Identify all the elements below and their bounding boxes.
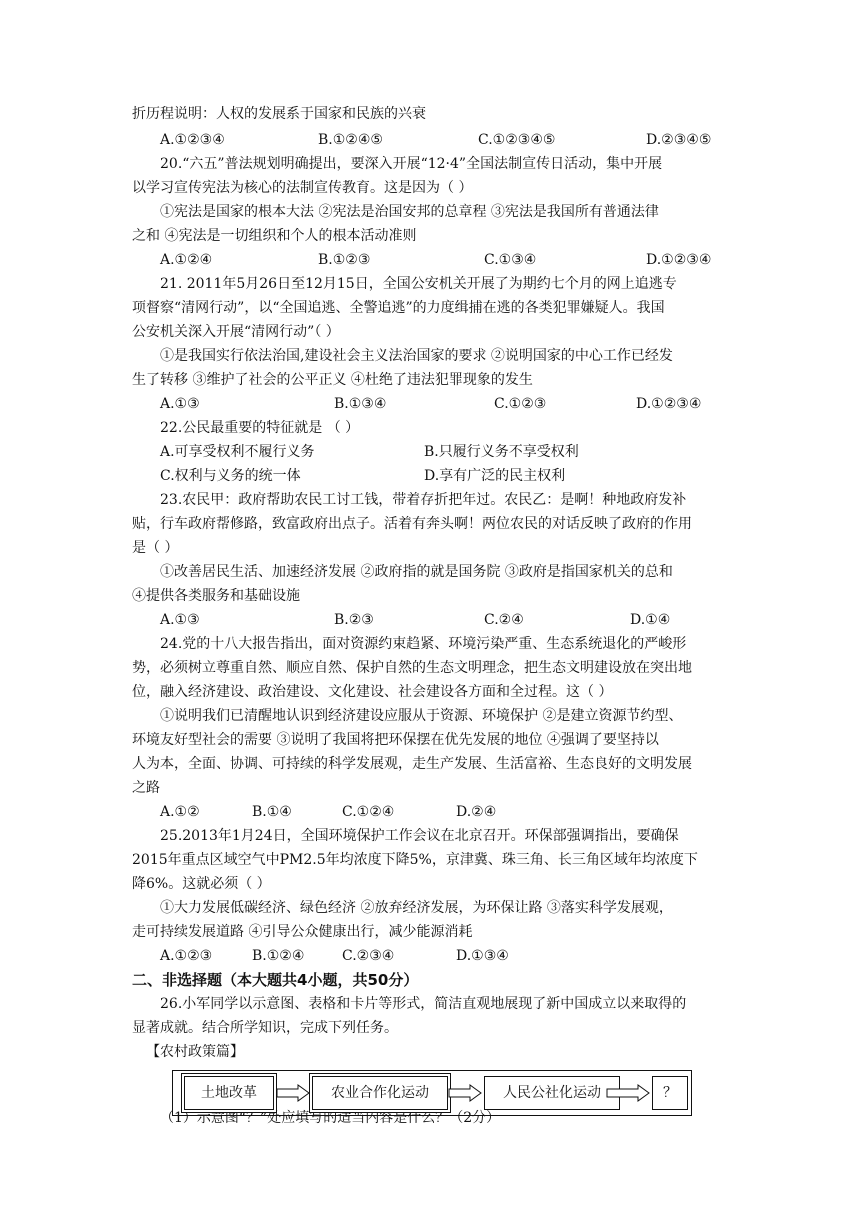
diagram-node: 人民公社化运动 <box>484 1076 620 1110</box>
text-line: 折历程说明：人权的发展系于国家和民族的兴衰 <box>132 106 426 122</box>
option-a: A.①③ <box>160 396 200 412</box>
option-d: D.②③④⑤ <box>646 132 712 148</box>
question-22-stem: 22.公民最重要的特征就是 （ ） <box>160 420 360 436</box>
text-line: ①大力发展低碳经济、绿色经济 ②放弃经济发展，为环保让路 ③落实科学发展观， <box>160 900 673 916</box>
question-23-stem: 23.农民甲：政府帮助农民工讨工钱，带着存折把年过。农民乙：是啊！种地政府发补 <box>160 492 687 508</box>
text-line: 之和 ④宪法是一切组织和个人的根本活动准则 <box>132 228 417 244</box>
diagram-node: 土地改革 <box>184 1076 274 1110</box>
arrow-right-icon <box>606 1084 650 1102</box>
diagram-node: 农业合作化运动 <box>312 1076 448 1110</box>
option-b: B.①③④ <box>334 396 387 412</box>
arrow-right-icon <box>276 1084 310 1102</box>
text-line: 人为本，全面、协调、可持续的科学发展观，走生产发展、生活富裕、生态良好的文明发展 <box>132 756 692 772</box>
option-d: D.①②③④ <box>636 396 702 412</box>
text-line: 显著成就。结合所学知识，完成下列任务。 <box>132 1020 398 1036</box>
option-b: B.②③ <box>334 612 374 628</box>
arrow-right-icon <box>448 1084 482 1102</box>
text-line: 降6%。这就必须（ ） <box>132 876 271 892</box>
sub-question: （1）示意图“？”处应填写的适当内容是什么？（2分） <box>160 1110 501 1126</box>
option-b: B.①②③ <box>318 252 371 268</box>
option-b: B.①②④ <box>252 948 305 964</box>
option-d: D.②④ <box>456 804 497 820</box>
text-line: 是（ ） <box>132 540 179 556</box>
text-line: 贴，行车政府帮修路，致富政府出点子。活着有奔头啊！两位农民的对话反映了政府的作用 <box>132 516 692 532</box>
text-line: 势，必须树立尊重自然、顺应自然、保护自然的生态文明理念，把生态文明建设放在突出地 <box>132 660 692 676</box>
text-line: 生了转移 ③维护了社会的公平正义 ④杜绝了违法犯罪现象的发生 <box>132 372 533 388</box>
question-21-stem: 21. 2011年5月26日至12月15日，全国公安机关开展了为期约七个月的网上追逃专 <box>160 276 677 292</box>
text-line: ④提供各类服务和基础设施 <box>132 588 300 604</box>
text-line: 公安机关深入开展“清网行动”（ ） <box>132 324 340 340</box>
text-line: ①改善居民生活、加速经济发展 ②政府指的就是国务院 ③政府是指国家机关的总和 <box>160 564 673 580</box>
option-c: C.②③④ <box>342 948 395 964</box>
question-26-stem: 26.小军同学以示意图、表格和卡片等形式，简洁直观地展现了新中国成立以来取得的 <box>160 996 687 1012</box>
option-d: D.①③④ <box>456 948 509 964</box>
option-c: C.①②③④⑤ <box>478 132 556 148</box>
option-c: C.①②③ <box>494 396 547 412</box>
text-line: 走可持续发展道路 ④引导公众健康出行，减少能源消耗 <box>132 924 473 940</box>
text-line: ①说明我们已清醒地认识到经济建设应服从于资源、环境保护 ②是建立资源节约型、 <box>160 708 683 724</box>
option-d: D.享有广泛的民主权利 <box>424 468 566 484</box>
option-d: D.①②③④ <box>646 252 712 268</box>
option-b: B.①②④⑤ <box>318 132 383 148</box>
option-c: C.①②④ <box>342 804 395 820</box>
section-heading: 二、非选择题（本大题共4小题，共50分） <box>132 971 419 989</box>
policy-flow-diagram <box>172 1070 692 1116</box>
question-25-stem: 25.2013年1月24日，全国环境保护工作会议在北京召开。环保部强调指出，要确保 <box>160 828 679 844</box>
option-a: A.①②③④ <box>160 132 225 148</box>
text-line: 位，融入经济建设、政治建设、文化建设、社会建设各方面和全过程。这（ ） <box>132 684 613 700</box>
option-d: D.①④ <box>630 612 671 628</box>
text-line: 之路 <box>132 780 160 796</box>
text-line: 以学习宣传宪法为核心的法制宣传教育。这是因为（ ） <box>132 180 473 196</box>
text-line: 环境友好型社会的需要 ③说明了我国将把环保摆在优先发展的地位 ④强调了要坚持以 <box>132 732 659 748</box>
option-b: B.只履行义务不享受权利 <box>424 444 579 460</box>
text-line: ①宪法是国家的根本大法 ②宪法是治国安邦的总章程 ③宪法是我国所有普通法律 <box>160 204 659 220</box>
option-a: A.①②③ <box>160 948 213 964</box>
section-label: 【农村政策篇】 <box>146 1044 244 1060</box>
text-line: 2015年重点区域空气中PM2.5年均浓度下降5%，京津冀、珠三角、长三角区域年均浓度下 <box>132 852 698 868</box>
diagram-node: ？ <box>652 1076 688 1110</box>
option-a: A.①③ <box>160 612 200 628</box>
option-c: C.①③④ <box>484 252 537 268</box>
option-c: C.②④ <box>484 612 524 628</box>
option-a: A.①② <box>160 804 200 820</box>
option-c: C.权利与义务的统一体 <box>160 468 301 484</box>
text-line: 项督察“清网行动”，以“全国追逃、全警追逃”的力度缉捕在逃的各类犯罪嫌疑人。我国 <box>132 300 665 316</box>
question-20-stem: 20.“六五”普法规划明确提出，要深入开展“12·4”全国法制宣传日活动，集中开展 <box>160 156 663 172</box>
option-b: B.①④ <box>252 804 292 820</box>
option-a: A.可享受权利不履行义务 <box>160 444 315 460</box>
text-line: ①是我国实行依法治国,建设社会主义法治国家的要求 ②说明国家的中心工作已经发 <box>160 348 673 364</box>
question-24-stem: 24.党的十八大报告指出，面对资源约束趋紧、环境污染严重、生态系统退化的严峻形 <box>160 636 687 652</box>
option-a: A.①②④ <box>160 252 213 268</box>
